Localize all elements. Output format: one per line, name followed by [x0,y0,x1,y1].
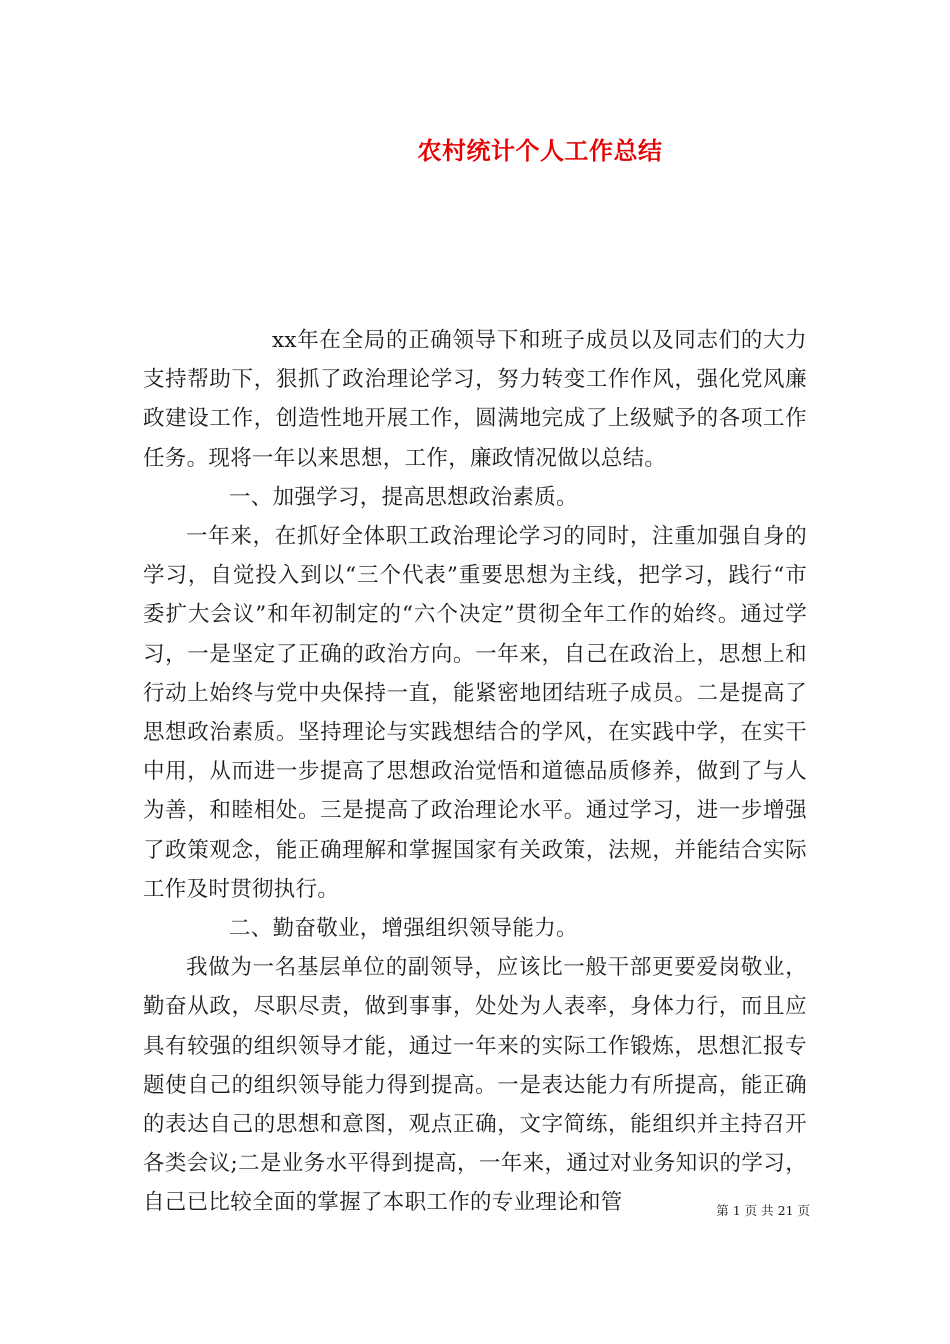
intro-paragraph: xx年在全局的正确领导下和班子成员以及同志们的大力支持帮助下，狠抓了政治理论学习，努力转变工作作风，强化党风廉政建设工作，创造性地开展工作，圆满地完成了上级赋予的各项工作任务。现将一年以来思想，工作，廉政情况做以总结。 [143,328,807,471]
section-2-paragraph: 我做为一名基层单位的副领导，应该比一般干部更要爱岗敬业，勤奋从政，尽职尽责，做到事事，处处为人表率，身体力行，而且应具有较强的组织领导才能，通过一年来的实际工作锻炼，思想汇报专题使自己的组织领导能力得到提高。一是表达能力有所提高，能正确的表达自己的思想和意图，观点正确，文字简练，能组织并主持召开各类会议;二是业务水平得到提高，一年来，通过对业务知识的学习，自己已比较全面的掌握了本职工作的专业理论和管 [143,955,807,1216]
section-heading-2: 二、勤奋敬业，增强组织领导能力。 [229,916,578,942]
section-1-paragraph: 一年来，在抓好全体职工政治理论学习的同时，注重加强自身的学习，自觉投入到以“三个代表”重要思想为主线，把学习，践行“市委扩大会议”和年初制定的“六个决定”贯彻全年工作的始终。通过学习，一是坚定了正确的政治方向。一年来，自己在政治上，思想上和行动上始终与党中央保持一直，能紧密地团结班子成员。二是提高了思想政治素质。坚持理论与实践想结合的学风，在实践中学，在实干中用，从而进一步提高了思想政治觉悟和道德品质修养，做到了与人为善，和睦相处。三是提高了政治理论水平。通过学习，进一步增强了政策观念，能正确理解和掌握国家有关政策，法规，并能结合实际工作及时贯彻执行。 [143,524,807,902]
section-heading-1: 一、加强学习，提高思想政治素质。 [229,484,578,510]
document-body [143,321,807,1223]
document-title: 农村统计个人工作总结 [417,136,663,165]
page-number: 第 1 页 共 21 页 [716,1203,810,1218]
